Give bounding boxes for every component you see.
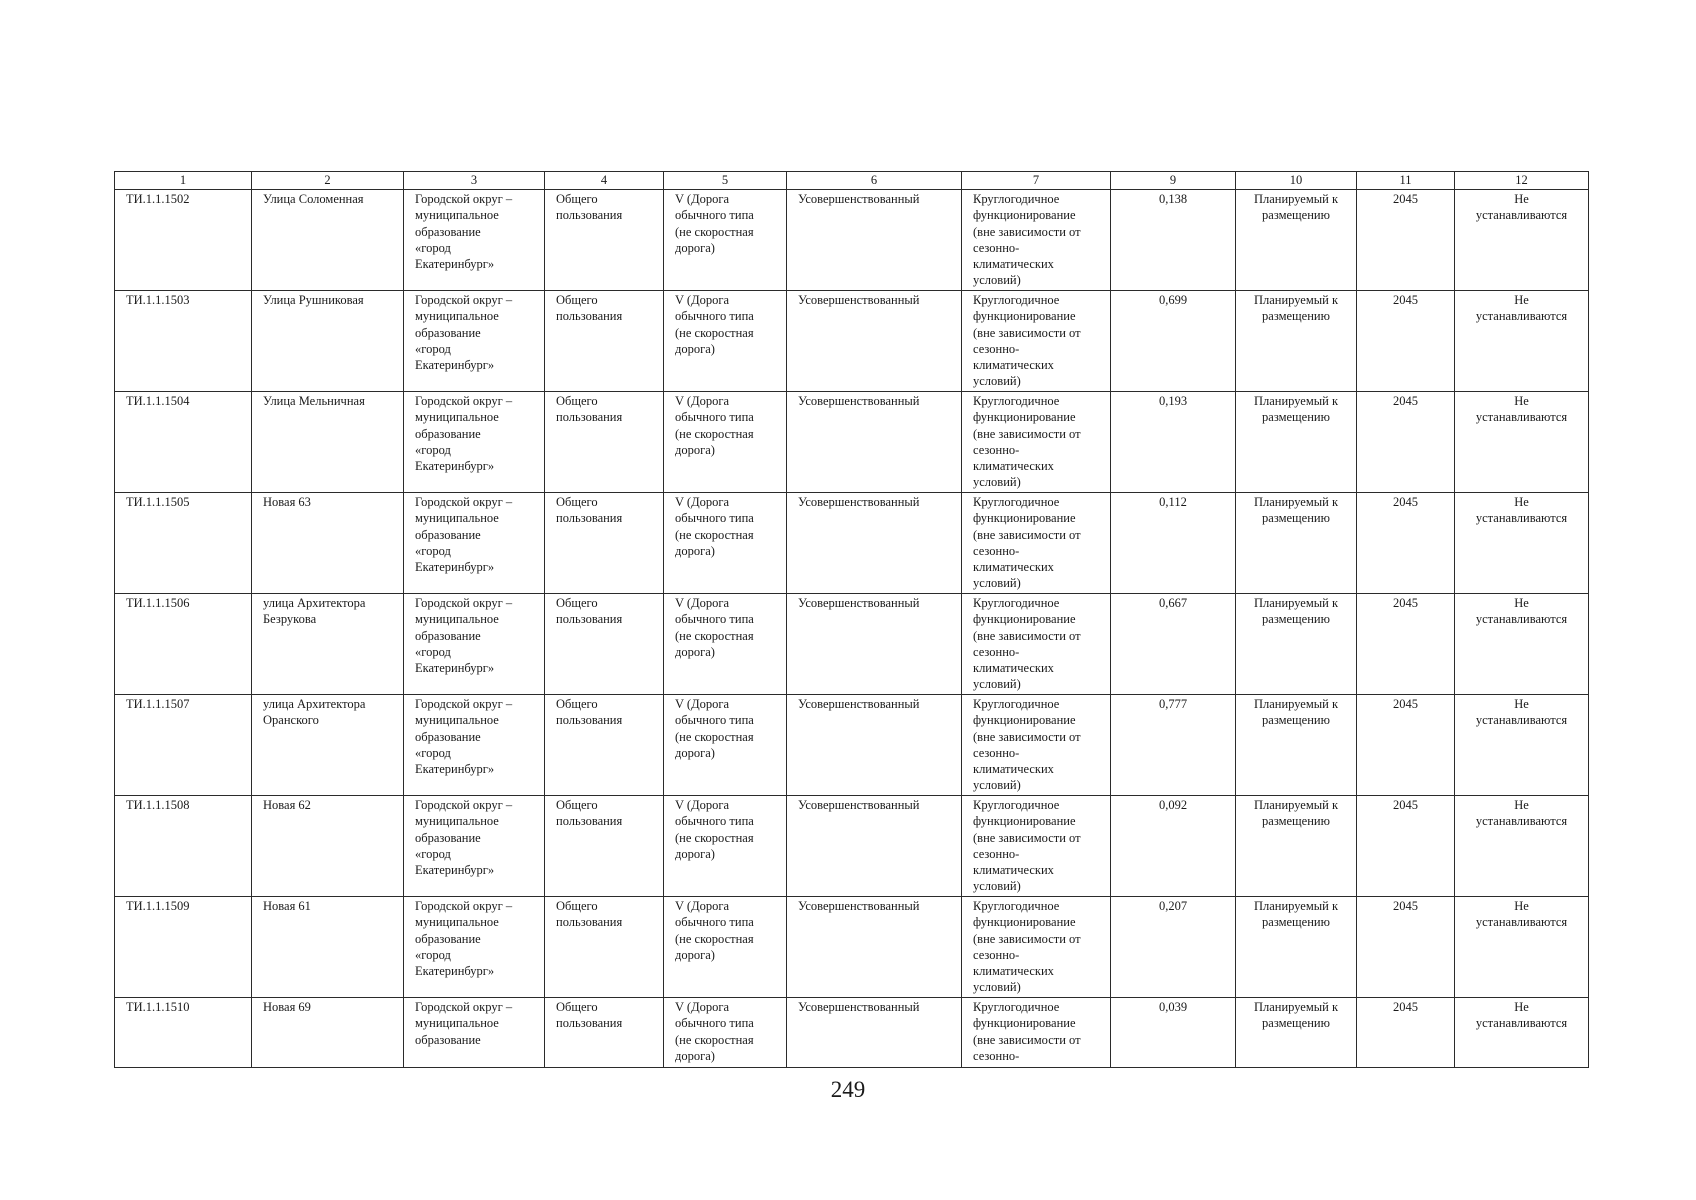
operation-mode-cell: Круглогодичное функционирование (вне зависимости от сезонно- климатических условий) <box>962 392 1111 493</box>
municipality-cell: Городской округ – муниципальное образование «город Екатеринбург» <box>404 493 545 594</box>
purpose-cell: Общего пользования <box>545 291 664 392</box>
status-cell: Планируемый к размещению <box>1236 796 1357 897</box>
column-header: 5 <box>664 172 787 190</box>
table-row <box>115 291 1589 392</box>
road-class-cell: V (Дорога обычного типа (не скоростная дорога) <box>664 291 787 392</box>
column-header: 11 <box>1357 172 1455 190</box>
status-cell: Планируемый к размещению <box>1236 998 1357 1068</box>
restrictions-cell: Не устанавливаются <box>1455 695 1589 796</box>
municipality-cell: Городской округ – муниципальное образование <box>404 998 545 1068</box>
column-header: 9 <box>1111 172 1236 190</box>
column-header: 4 <box>545 172 664 190</box>
table-header <box>115 172 1589 190</box>
status-cell: Планируемый к размещению <box>1236 392 1357 493</box>
status-cell: Планируемый к размещению <box>1236 291 1357 392</box>
surface-type-cell: Усовершенствованный <box>787 695 962 796</box>
object-name-cell: Улица Рушниковая <box>252 291 404 392</box>
object-name-cell: Новая 63 <box>252 493 404 594</box>
purpose-cell: Общего пользования <box>545 190 664 291</box>
table-row <box>115 796 1589 897</box>
purpose-cell: Общего пользования <box>545 392 664 493</box>
road-class-cell: V (Дорога обычного типа (не скоростная дорога) <box>664 796 787 897</box>
surface-type-cell: Усовершенствованный <box>787 493 962 594</box>
operation-mode-cell: Круглогодичное функционирование (вне зависимости от сезонно- климатических условий) <box>962 897 1111 998</box>
restrictions-cell: Не устанавливаются <box>1455 493 1589 594</box>
restrictions-cell: Не устанавливаются <box>1455 594 1589 695</box>
year-cell: 2045 <box>1357 190 1455 291</box>
year-cell: 2045 <box>1357 897 1455 998</box>
operation-mode-cell: Круглогодичное функционирование (вне зависимости от сезонно- климатических условий) <box>962 291 1111 392</box>
status-cell: Планируемый к размещению <box>1236 594 1357 695</box>
operation-mode-cell: Круглогодичное функционирование (вне зависимости от сезонно- <box>962 998 1111 1068</box>
road-class-cell: V (Дорога обычного типа (не скоростная дорога) <box>664 897 787 998</box>
object-name-cell: Улица Мельничная <box>252 392 404 493</box>
object-name-cell: улица Архитектора Оранского <box>252 695 404 796</box>
road-class-cell: V (Дорога обычного типа (не скоростная дорога) <box>664 392 787 493</box>
length-cell: 0,777 <box>1111 695 1236 796</box>
length-cell: 0,667 <box>1111 594 1236 695</box>
year-cell: 2045 <box>1357 493 1455 594</box>
municipality-cell: Городской округ – муниципальное образование «город Екатеринбург» <box>404 897 545 998</box>
object-code-cell: ТИ.1.1.1504 <box>115 392 252 493</box>
surface-type-cell: Усовершенствованный <box>787 897 962 998</box>
year-cell: 2045 <box>1357 998 1455 1068</box>
length-cell: 0,699 <box>1111 291 1236 392</box>
table-row <box>115 897 1589 998</box>
operation-mode-cell: Круглогодичное функционирование (вне зависимости от сезонно- климатических условий) <box>962 190 1111 291</box>
column-header: 1 <box>115 172 252 190</box>
restrictions-cell: Не устанавливаются <box>1455 998 1589 1068</box>
surface-type-cell: Усовершенствованный <box>787 998 962 1068</box>
road-class-cell: V (Дорога обычного типа (не скоростная дорога) <box>664 695 787 796</box>
surface-type-cell: Усовершенствованный <box>787 291 962 392</box>
status-cell: Планируемый к размещению <box>1236 897 1357 998</box>
purpose-cell: Общего пользования <box>545 796 664 897</box>
operation-mode-cell: Круглогодичное функционирование (вне зависимости от сезонно- климатических условий) <box>962 796 1111 897</box>
status-cell: Планируемый к размещению <box>1236 190 1357 291</box>
road-class-cell: V (Дорога обычного типа (не скоростная дорога) <box>664 594 787 695</box>
operation-mode-cell: Круглогодичное функционирование (вне зависимости от сезонно- климатических условий) <box>962 594 1111 695</box>
restrictions-cell: Не устанавливаются <box>1455 291 1589 392</box>
column-header: 10 <box>1236 172 1357 190</box>
object-code-cell: ТИ.1.1.1505 <box>115 493 252 594</box>
road-class-cell: V (Дорога обычного типа (не скоростная дорога) <box>664 998 787 1068</box>
table-row <box>115 190 1589 291</box>
year-cell: 2045 <box>1357 695 1455 796</box>
road-class-cell: V (Дорога обычного типа (не скоростная дорога) <box>664 493 787 594</box>
header-row <box>115 172 1589 190</box>
column-header: 3 <box>404 172 545 190</box>
year-cell: 2045 <box>1357 796 1455 897</box>
length-cell: 0,112 <box>1111 493 1236 594</box>
length-cell: 0,092 <box>1111 796 1236 897</box>
restrictions-cell: Не устанавливаются <box>1455 392 1589 493</box>
object-code-cell: ТИ.1.1.1503 <box>115 291 252 392</box>
municipality-cell: Городской округ – муниципальное образование «город Екатеринбург» <box>404 796 545 897</box>
restrictions-cell: Не устанавливаются <box>1455 796 1589 897</box>
status-cell: Планируемый к размещению <box>1236 695 1357 796</box>
object-code-cell: ТИ.1.1.1508 <box>115 796 252 897</box>
object-code-cell: ТИ.1.1.1502 <box>115 190 252 291</box>
roads-table <box>114 171 1589 1068</box>
year-cell: 2045 <box>1357 594 1455 695</box>
object-name-cell: улица Архитектора Безрукова <box>252 594 404 695</box>
purpose-cell: Общего пользования <box>545 695 664 796</box>
page-number: 249 <box>830 1077 866 1102</box>
length-cell: 0,138 <box>1111 190 1236 291</box>
municipality-cell: Городской округ – муниципальное образование «город Екатеринбург» <box>404 695 545 796</box>
object-name-cell: Улица Соломенная <box>252 190 404 291</box>
municipality-cell: Городской округ – муниципальное образование «город Екатеринбург» <box>404 594 545 695</box>
status-cell: Планируемый к размещению <box>1236 493 1357 594</box>
municipality-cell: Городской округ – муниципальное образование «город Екатеринбург» <box>404 392 545 493</box>
object-name-cell: Новая 61 <box>252 897 404 998</box>
surface-type-cell: Усовершенствованный <box>787 796 962 897</box>
object-name-cell: Новая 69 <box>252 998 404 1068</box>
document-page <box>114 171 1588 1068</box>
column-header: 2 <box>252 172 404 190</box>
table-body <box>115 190 1589 1068</box>
column-header: 6 <box>787 172 962 190</box>
table-row <box>115 695 1589 796</box>
road-class-cell: V (Дорога обычного типа (не скоростная дорога) <box>664 190 787 291</box>
year-cell: 2045 <box>1357 392 1455 493</box>
operation-mode-cell: Круглогодичное функционирование (вне зависимости от сезонно- климатических условий) <box>962 695 1111 796</box>
table-row <box>115 594 1589 695</box>
column-header: 12 <box>1455 172 1589 190</box>
purpose-cell: Общего пользования <box>545 897 664 998</box>
purpose-cell: Общего пользования <box>545 594 664 695</box>
operation-mode-cell: Круглогодичное функционирование (вне зависимости от сезонно- климатических условий) <box>962 493 1111 594</box>
surface-type-cell: Усовершенствованный <box>787 392 962 493</box>
object-code-cell: ТИ.1.1.1510 <box>115 998 252 1068</box>
municipality-cell: Городской округ – муниципальное образование «город Екатеринбург» <box>404 190 545 291</box>
purpose-cell: Общего пользования <box>545 998 664 1068</box>
table-row <box>115 392 1589 493</box>
restrictions-cell: Не устанавливаются <box>1455 190 1589 291</box>
table-row <box>115 998 1589 1068</box>
length-cell: 0,039 <box>1111 998 1236 1068</box>
surface-type-cell: Усовершенствованный <box>787 594 962 695</box>
table-row <box>115 493 1589 594</box>
column-header: 7 <box>962 172 1111 190</box>
municipality-cell: Городской округ – муниципальное образование «город Екатеринбург» <box>404 291 545 392</box>
year-cell: 2045 <box>1357 291 1455 392</box>
purpose-cell: Общего пользования <box>545 493 664 594</box>
length-cell: 0,207 <box>1111 897 1236 998</box>
surface-type-cell: Усовершенствованный <box>787 190 962 291</box>
restrictions-cell: Не устанавливаются <box>1455 897 1589 998</box>
object-name-cell: Новая 62 <box>252 796 404 897</box>
object-code-cell: ТИ.1.1.1509 <box>115 897 252 998</box>
length-cell: 0,193 <box>1111 392 1236 493</box>
object-code-cell: ТИ.1.1.1507 <box>115 695 252 796</box>
object-code-cell: ТИ.1.1.1506 <box>115 594 252 695</box>
